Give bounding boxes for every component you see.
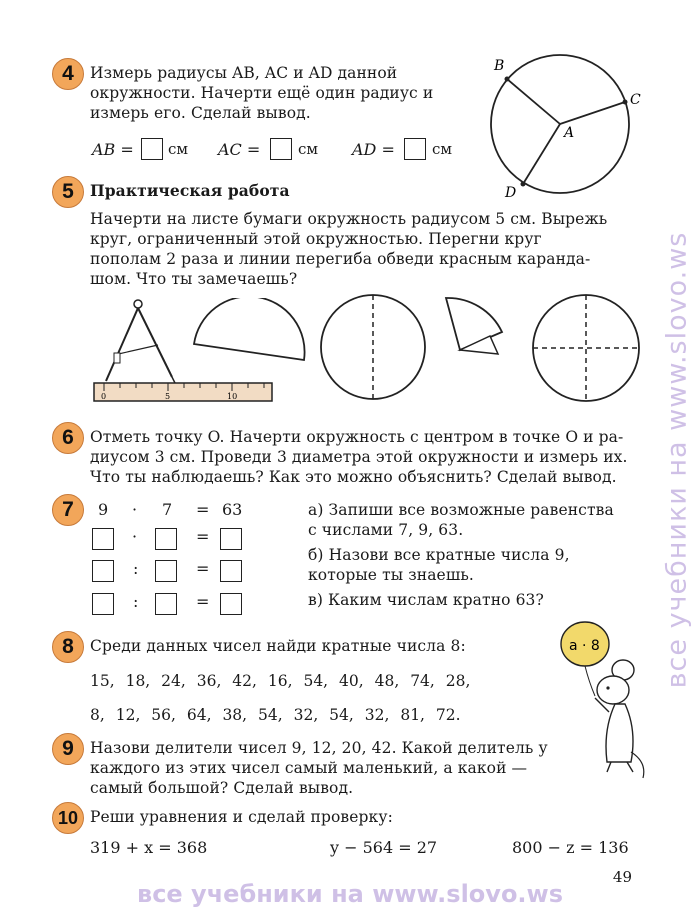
ad-unit: см (432, 140, 453, 158)
task-4-text-line-3: измерь его. Сделай вывод. (90, 104, 311, 122)
task-7-number: 7 (52, 494, 84, 526)
point-b-label: B (494, 58, 505, 74)
point-c-label: C (630, 92, 641, 108)
half-circle-figure (190, 298, 310, 376)
eq2-box-1[interactable] (92, 560, 114, 582)
bottom-watermark: все учебники на www.slovo.ws (137, 880, 563, 908)
task-5-line-3: пополам 2 раза и линии перегиба обведи красным каранда- (90, 250, 591, 268)
example-factor-b: 7 (162, 500, 173, 519)
example-factor-a: 9 (98, 500, 109, 519)
ab-unit: см (168, 140, 189, 158)
eq3-op: : (133, 592, 139, 611)
balloon-label: a · 8 (569, 638, 600, 654)
ruler-label-10: 10 (227, 392, 238, 401)
eq1-op: · (132, 527, 138, 546)
task-6-line-3: Что ты наблюдаешь? Как это можно объяснить? Сделай вывод. (90, 468, 617, 486)
eq2-box-3[interactable] (220, 560, 242, 582)
task-7-a-line-1: а) Запиши все возможные равенства (308, 501, 614, 519)
point-a-label: A (564, 125, 575, 141)
eq3-box-1[interactable] (92, 593, 114, 615)
task-5-line-1: Начерти на листе бумаги окружность радиусом 5 см. Вырежь (90, 210, 608, 228)
eq2-eq: = (196, 559, 210, 578)
eq1-eq: = (196, 527, 210, 546)
eq3-eq: = (196, 592, 210, 611)
task-7-b-line-1: б) Назови все кратные числа 9, (308, 546, 570, 564)
eq2-box-2[interactable] (155, 560, 177, 582)
radius-circle-figure (480, 52, 650, 202)
eq3-box-2[interactable] (155, 593, 177, 615)
task-8-numbers-row-1: 15, 18, 24, 36, 42, 16, 54, 40, 48, 74, 28, (90, 672, 471, 690)
task-10-equation-2: y − 564 = 27 (330, 838, 438, 857)
example-eq: = (196, 500, 210, 519)
task-6-line-2: диусом 3 см. Проведи 3 диаметра этой окружности и измерь их. (90, 448, 628, 466)
ab-answer-box[interactable] (141, 138, 163, 160)
example-op: · (132, 500, 138, 519)
ac-unit: см (298, 140, 319, 158)
task-5-line-4: шом. Что ты замечаешь? (90, 270, 298, 288)
task-9-line-1: Назови делители чисел 9, 12, 20, 42. Какой делитель у (90, 739, 548, 757)
mouse-with-balloon-illustration (555, 612, 655, 782)
task-4-text-line-2: окружности. Начерти ещё один радиус и (90, 84, 434, 102)
task-7-c-line-1: в) Каким числам кратно 63? (308, 591, 544, 609)
eq2-op: : (133, 559, 139, 578)
eq1-box-2[interactable] (155, 528, 177, 550)
ac-answer-box[interactable] (270, 138, 292, 160)
task-7-a-line-2: с числами 7, 9, 63. (308, 521, 464, 539)
task-10-equation-3: 800 − z = 136 (512, 838, 629, 857)
task-9-line-2: каждого из этих чисел самый маленький, а какой — (90, 759, 528, 777)
circle-two-folds-figure (530, 292, 642, 404)
task-5-number: 5 (52, 176, 84, 208)
task-5-line-2: круг, ограниченный этой окружностью. Перегни круг (90, 230, 542, 248)
circle-one-fold-figure (318, 292, 428, 402)
side-watermark-text: все учебники на www.slovo.ws (661, 231, 693, 689)
task-10-text: Реши уравнения и сделай проверку: (90, 808, 393, 826)
ruler-label-5: 5 (165, 392, 171, 401)
task-5-title: Практическая работа (90, 181, 290, 200)
task-9-number: 9 (52, 733, 84, 765)
task-10-number: 10 (52, 802, 84, 834)
task-10-equation-1: 319 + x = 368 (90, 838, 208, 857)
side-watermark (662, 140, 692, 780)
task-6-line-1: Отметь точку O. Начерти окружность с центром в точке O и ра- (90, 428, 624, 446)
ruler-label-0: 0 (101, 392, 107, 401)
task-8-numbers-row-2: 8, 12, 56, 64, 38, 54, 32, 54, 32, 81, 72. (90, 706, 461, 724)
task-7-b-line-2: которые ты знаешь. (308, 566, 474, 584)
task-8-number: 8 (52, 631, 84, 663)
task-8-text: Среди данных чисел найди кратные числа 8: (90, 637, 466, 655)
point-d-label: D (505, 185, 517, 201)
task-9-line-3: самый большой? Сделай вывод. (90, 779, 354, 797)
eq1-box-3[interactable] (220, 528, 242, 550)
eq3-box-3[interactable] (220, 593, 242, 615)
eq-ac-label: AC = (218, 140, 261, 159)
eq-ad-label: AD = (352, 140, 395, 159)
eq-ab-label: AB = (92, 140, 134, 159)
page-number: 49 (612, 868, 632, 886)
quarter-fold-figure (440, 292, 510, 372)
example-product: 63 (222, 500, 243, 519)
task-6-number: 6 (52, 422, 84, 454)
eq1-box-1[interactable] (92, 528, 114, 550)
task-4-number: 4 (52, 58, 84, 90)
ad-answer-box[interactable] (404, 138, 426, 160)
task-4-text-line-1: Измерь радиусы AB, AC и AD данной (90, 64, 398, 82)
